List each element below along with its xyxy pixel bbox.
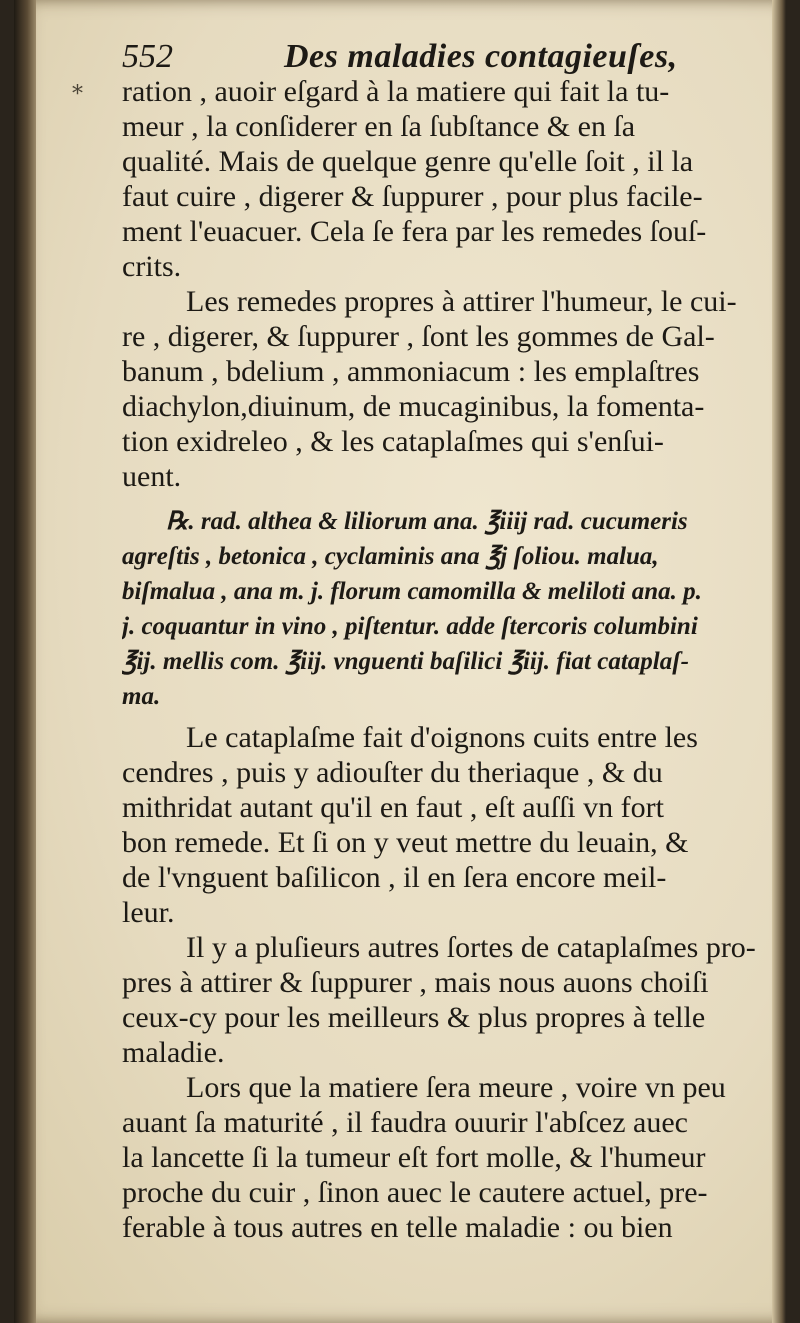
text-line: faut cuire , digerer & ſuppurer , pour plus facile-: [122, 180, 703, 213]
text-line: Le cataplaſme fait d'oignons cuits entre les: [186, 721, 698, 754]
recipe-line: ℥ij. mellis com. ℥iij. vnguenti baſilici ℥iij. fiat cataplaſ-: [122, 648, 689, 675]
page-gutter: [14, 0, 36, 1323]
text-line: ceux-cy pour les meilleurs & plus propres à telle: [122, 1001, 706, 1034]
text-line: Les remedes propres à attirer l'humeur, le cui-: [186, 285, 737, 318]
text-line: qualité. Mais de quelque genre qu'elle ſoit , il la: [122, 145, 694, 178]
text-line: bon remede. Et ſi on y veut mettre du leuain, &: [122, 826, 689, 859]
running-title: Des maladies contagieuſes,: [284, 38, 678, 75]
text-line: diachylon,diuinum, de mucaginibus, la fomenta-: [122, 390, 705, 423]
text-line: banum , bdelium , ammoniacum : les emplaſtres: [122, 355, 700, 388]
recipe-line: j. coquantur in vino , piſtentur. adde ſtercoris columbini: [122, 613, 698, 640]
text-line: pres à attirer & ſuppurer , mais nous auons choiſi: [122, 966, 709, 999]
paragraph-6: [122, 1070, 782, 1245]
recipe-line: biſmalua , ana m. j. florum camomilla & meliloti ana. p.: [122, 578, 702, 605]
body-text: [122, 74, 782, 1245]
text-line: cendres , puis y adiouſter du theriaque , & du: [122, 756, 663, 789]
book-page: [14, 0, 786, 1323]
text-line: ment l'euacuer. Cela ſe fera par les remedes ſouſ-: [122, 215, 707, 248]
text-line: Il y a pluſieurs autres ſortes de cataplaſmes pro-: [186, 931, 756, 964]
recipe-line: ℞. rad. althea & liliorum ana. ℥iiij rad. cucumeris: [166, 508, 688, 535]
text-line: auant ſa maturité , il faudra ouurir l'abſcez auec: [122, 1106, 688, 1139]
paragraph-4: [122, 720, 782, 930]
text-line: crits.: [122, 250, 182, 283]
text-line: la lancette ſi la tumeur eſt fort molle, & l'humeur: [122, 1141, 706, 1174]
text-line: mithridat autant qu'il en faut , eſt auſſi vn fort: [122, 791, 664, 824]
text-line: meur , la conſiderer en ſa ſubſtance & en ſa: [122, 110, 636, 143]
paragraph-2: [122, 284, 782, 494]
text-line: ration , auoir eſgard à la matiere qui fait la tu-: [122, 75, 670, 108]
paragraph-1: [122, 74, 782, 284]
page-number: 552: [122, 38, 173, 75]
paragraph-5: [122, 930, 782, 1070]
text-line: Lors que la matiere ſera meure , voire vn peu: [186, 1071, 726, 1104]
text-line: de l'vnguent baſilicon , il en ſera encore meil-: [122, 861, 667, 894]
recipe-line: agreſtis , betonica , cyclaminis ana ℥j ſoliou. malua,: [122, 543, 659, 570]
text-line: tion exidreleo , & les cataplaſmes qui s'enſui-: [122, 425, 664, 458]
text-line: leur.: [122, 896, 175, 929]
text-line: maladie.: [122, 1036, 225, 1069]
recipe-line: ma.: [122, 683, 161, 710]
margin-marker: *: [72, 82, 83, 107]
text-line: proche du cuir , ſinon auec le cautere actuel, pre-: [122, 1176, 708, 1209]
text-line: uent.: [122, 460, 182, 493]
prescription-recipe: [122, 504, 782, 714]
text-line: ferable à tous autres en telle maladie : ou bien: [122, 1211, 673, 1244]
text-line: re , digerer, & ſuppurer , ſont les gommes de Gal-: [122, 320, 715, 353]
